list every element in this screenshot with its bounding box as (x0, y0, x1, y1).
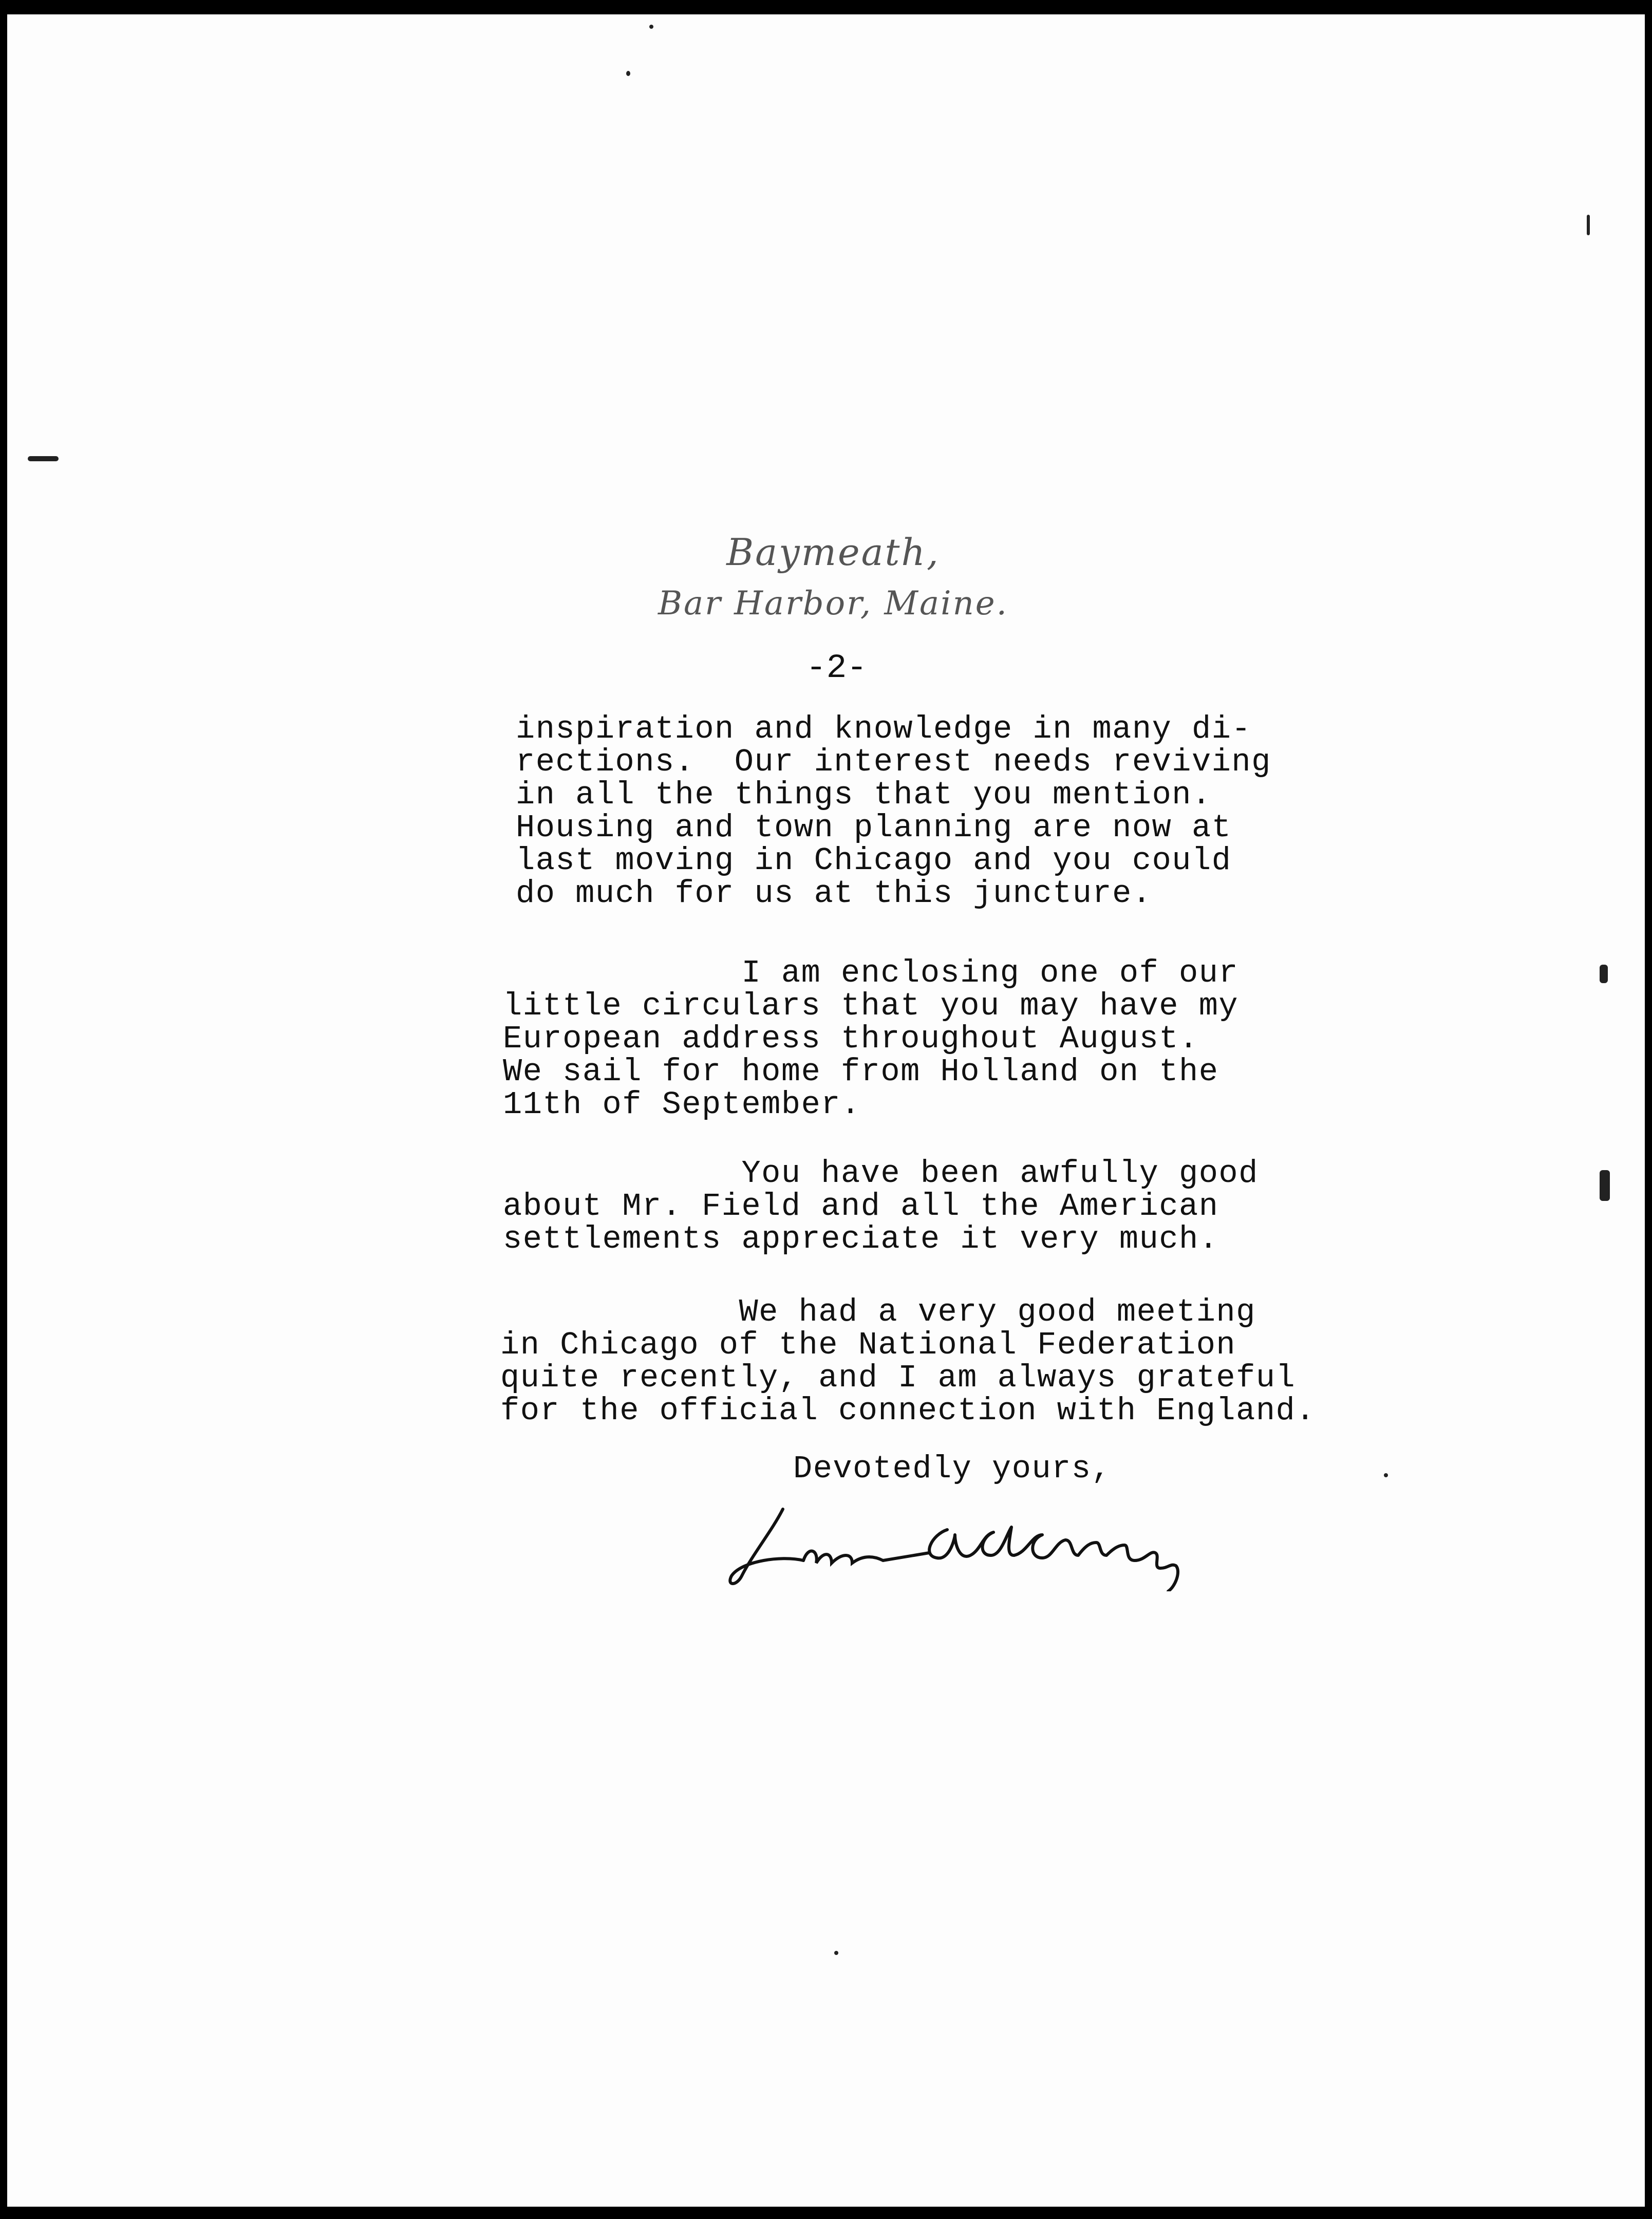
body-paragraph-3: You have been awfully good about Mr. Field and all the American settlements appreciate it very much. (503, 1155, 1259, 1257)
handwritten-signature (721, 1499, 1245, 1591)
body-paragraph-1: inspiration and knowledge in many di- rections. Our interest needs reviving in all the things that you mention. Housing and town planning are now at last moving in Chicago and you could do much for us at this juncture. (516, 711, 1271, 912)
scan-speck (834, 1951, 838, 1955)
scan-speck (28, 456, 59, 461)
scan-speck (1600, 1170, 1610, 1201)
letterhead-name: Baymeath, (726, 531, 940, 574)
page-number: -2- (806, 649, 867, 687)
scan-speck (1587, 215, 1590, 235)
closing-line: Devotedly yours, (793, 1451, 1112, 1487)
scan-speck (626, 71, 630, 76)
scan-speck (1384, 1473, 1388, 1477)
body-paragraph-4: We had a very good meeting in Chicago of the National Federation quite recently, and I am always grateful for the official connection with England. (500, 1294, 1316, 1429)
letterhead-place: Bar Harbor, Maine. (658, 585, 1009, 623)
scan-speck (1600, 965, 1608, 983)
body-paragraph-2: I am enclosing one of our little circulars that you may have my European address throughout August. We sail for home from Holland on the 11th of September. (503, 955, 1239, 1123)
scan-speck (649, 25, 653, 29)
